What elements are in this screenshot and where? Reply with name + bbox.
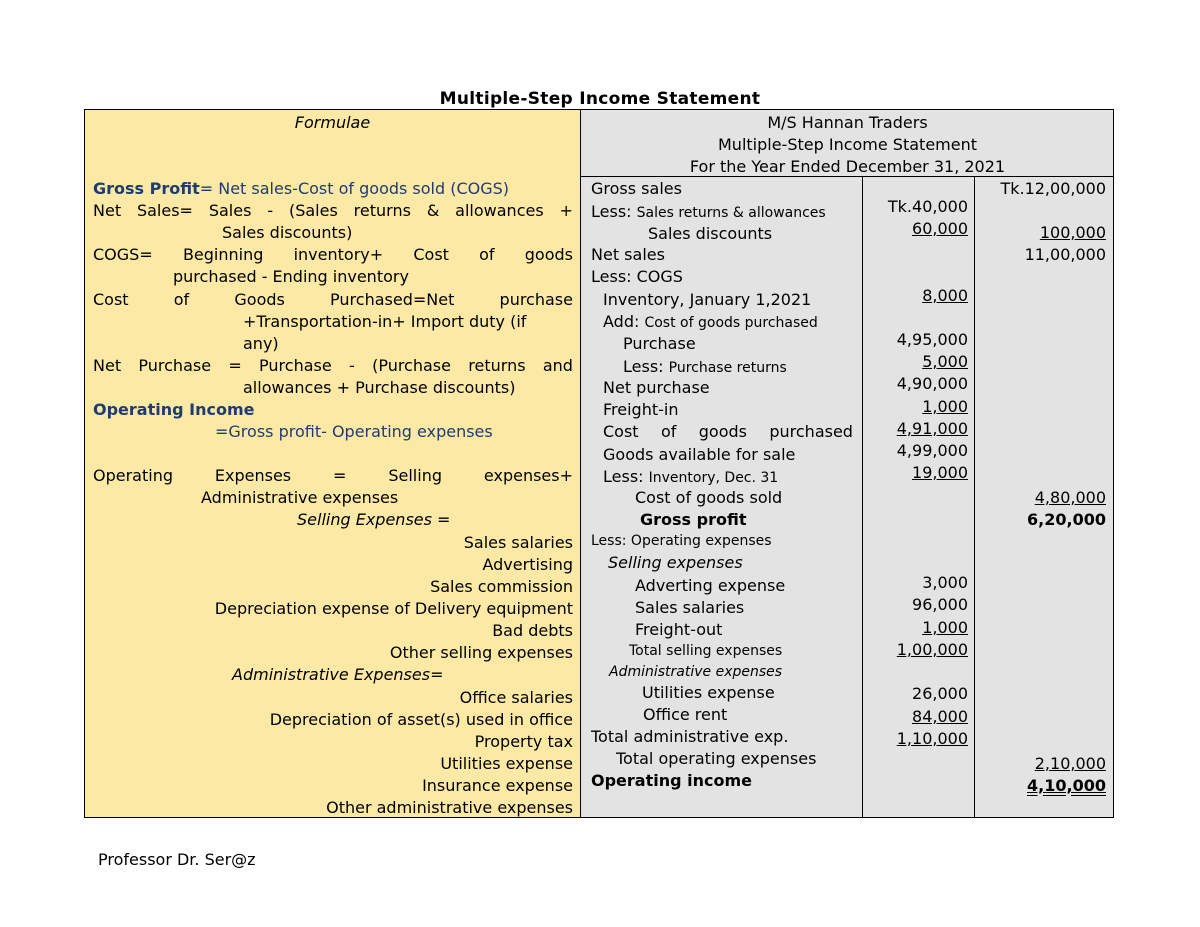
operating-income-amount: 4,10,000 [1027, 776, 1106, 795]
cogs-formula-line1: COGS= Beginning inventory+ Cost of goods [93, 245, 573, 264]
total-opex-amount: 2,10,000 [1034, 754, 1106, 773]
sales-salaries-amount: 96,000 [912, 595, 968, 614]
freight-out-amount: 1,000 [922, 618, 968, 637]
selling-expenses-header: Selling Expenses = [297, 510, 451, 529]
gross-profit-label: Gross profit [640, 510, 747, 529]
net-purchase-formula-line2: allowances + Purchase discounts) [243, 378, 516, 397]
column-divider-2 [974, 176, 975, 818]
admin-item: Depreciation of asset(s) used in office [269, 710, 573, 729]
admin-expenses-label: Administrative expenses [609, 664, 783, 680]
less-cogs-label: Less: COGS [591, 267, 683, 286]
cogs-label: Cost of goods sold [635, 488, 783, 507]
net-sales-formula-line1: Net Sales= Sales - (Sales returns & allowances + [93, 201, 573, 220]
utilities-amount: 26,000 [912, 684, 968, 703]
selling-item: Bad debts [492, 621, 573, 640]
admin-expenses-header: Administrative Expenses= [232, 665, 444, 684]
freight-in-amount: 1,000 [922, 397, 968, 416]
operating-income-label: Operating income [591, 771, 753, 790]
sales-returns-label: Less: Sales returns & allowances [591, 202, 826, 221]
cogp-amount: 4,91,000 [896, 419, 968, 438]
freight-in-label: Freight-in [603, 400, 679, 419]
admin-item: Other administrative expenses [326, 798, 573, 817]
opex-formula-line1: Operating Expenses = Selling expenses+ [93, 466, 573, 485]
add-cogp-label: Add: Cost of goods purchased [603, 312, 818, 331]
purchase-returns-label: Less: Purchase returns [623, 357, 787, 376]
document-title: Multiple-Step Income Statement [439, 89, 761, 109]
cogp-formula-line1: Cost of Goods Purchased=Net purchase [93, 290, 573, 309]
total-selling-amount: 1,00,000 [896, 640, 968, 659]
inventory-dec-amount: 19,000 [912, 463, 968, 482]
gross-profit-formula [93, 178, 509, 199]
less-opex-label: Less: Operating expenses [591, 533, 772, 549]
cogs-formula-line2: purchased - Ending inventory [173, 267, 409, 286]
gafs-label: Goods available for sale [603, 445, 796, 464]
formulae-header: Formulae [294, 113, 371, 132]
net-sales-formula-line2: Sales discounts) [222, 223, 353, 242]
inventory-dec-label: Less: Inventory, Dec. 31 [603, 467, 779, 486]
office-rent-amount: 84,000 [912, 707, 968, 726]
operating-income-label: Operating Income [93, 400, 255, 419]
inventory-jan-amount: 8,000 [922, 286, 968, 305]
statement-name: Multiple-Step Income Statement [718, 135, 977, 154]
gross-sales-amount: Tk.12,00,000 [1000, 179, 1106, 198]
operating-income-formula: =Gross profit- Operating expenses [215, 422, 493, 441]
opex-formula-line2: Administrative expenses [201, 488, 399, 507]
column-divider-1 [862, 176, 863, 818]
sales-returns-amount: Tk.40,000 [887, 197, 968, 216]
gross-profit-label: Gross Profit [93, 179, 200, 198]
selling-item: Advertising [482, 555, 573, 574]
total-selling-label: Total selling expenses [629, 643, 783, 659]
utilities-label: Utilities expense [642, 683, 775, 702]
deductions-total-amount: 100,000 [1039, 223, 1106, 242]
inventory-jan-label: Inventory, January 1,2021 [603, 290, 812, 309]
sales-discounts-amount: 60,000 [912, 219, 968, 238]
advertising-amount: 3,000 [922, 573, 968, 592]
net-sales-label: Net sales [591, 245, 665, 264]
net-purchase-label: Net purchase [603, 378, 710, 397]
freight-out-label: Freight-out [635, 620, 723, 639]
purchase-label: Purchase [623, 334, 696, 353]
total-opex-label: Total operating expenses [616, 749, 817, 768]
advertising-label: Adverting expense [635, 576, 786, 595]
gafs-amount: 4,99,000 [896, 441, 968, 460]
net-purchase-amount: 4,90,000 [896, 374, 968, 393]
cogs-amount: 4,80,000 [1034, 488, 1106, 507]
selling-item: Sales salaries [463, 533, 573, 552]
selling-item: Other selling expenses [389, 643, 573, 662]
sales-discounts-label: Sales discounts [648, 224, 773, 243]
admin-item: Utilities expense [440, 754, 573, 773]
net-purchase-formula-line1: Net Purchase = Purchase - (Purchase returns and [93, 356, 573, 375]
gross-sales-label: Gross sales [591, 179, 682, 198]
purchase-returns-amount: 5,000 [922, 352, 968, 371]
selling-expenses-label: Selling expenses [608, 553, 743, 572]
income-statement-table [84, 109, 1114, 819]
office-rent-label: Office rent [643, 705, 728, 724]
net-sales-amount: 11,00,000 [1024, 245, 1106, 264]
selling-item: Sales commission [430, 577, 573, 596]
cogp-total-label: Cost of goods purchased [603, 422, 853, 441]
admin-item: Office salaries [459, 688, 573, 707]
gross-profit-amount: 6,20,000 [1027, 510, 1106, 529]
footer-author: Professor Dr. Ser@z [98, 850, 256, 869]
cogp-formula-line2: +Transportation-in+ Import duty (if [243, 312, 527, 331]
company-name: M/S Hannan Traders [767, 113, 928, 132]
selling-item: Depreciation expense of Delivery equipment [214, 599, 573, 618]
admin-item: Insurance expense [422, 776, 573, 795]
admin-item: Property tax [474, 732, 573, 751]
total-admin-label: Total administrative exp. [591, 727, 789, 746]
cogp-formula-line3: any) [243, 334, 279, 353]
total-admin-amount: 1,10,000 [896, 729, 968, 748]
gross-profit-definition: = Net sales-Cost of goods sold (COGS) [199, 179, 510, 198]
purchase-amount: 4,95,000 [896, 330, 968, 349]
sales-salaries-label: Sales salaries [635, 598, 745, 617]
statement-period: For the Year Ended December 31, 2021 [689, 157, 1006, 176]
